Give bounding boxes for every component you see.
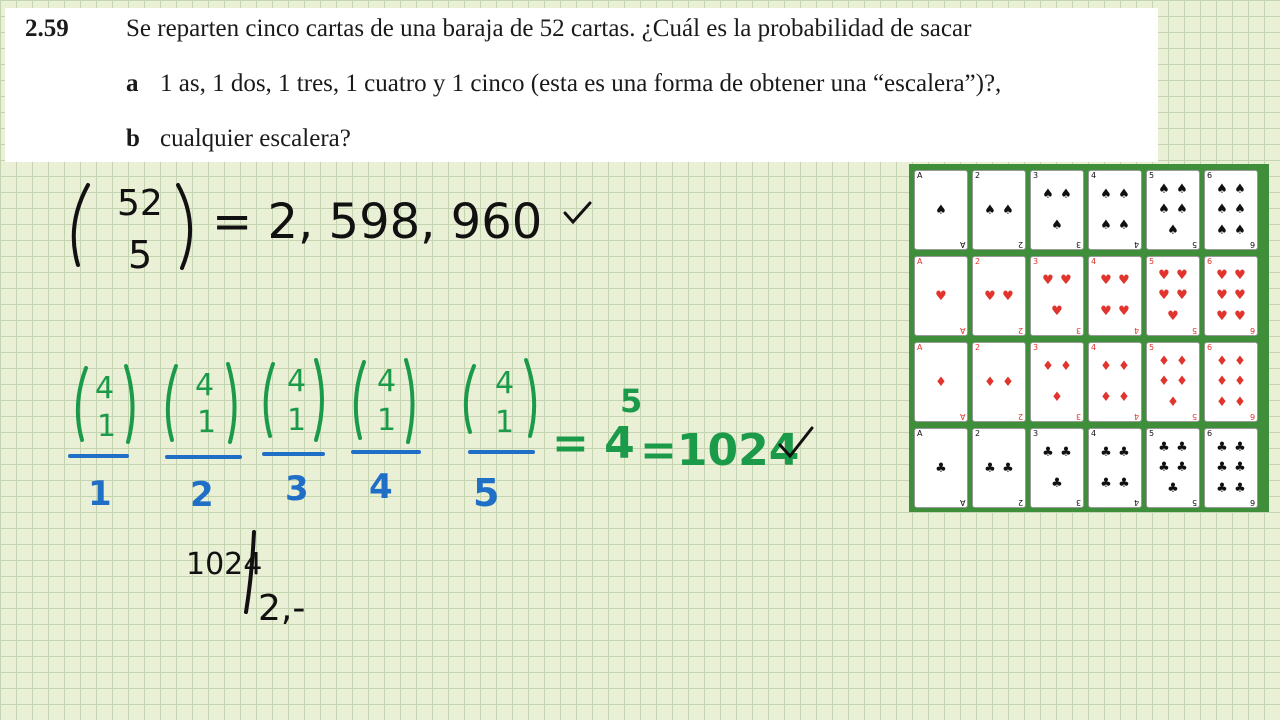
card-rank: 4 xyxy=(1091,343,1097,352)
choose-bottom: 1 xyxy=(287,403,307,438)
playing-card xyxy=(972,342,1026,422)
card-rank: 6 xyxy=(1249,240,1255,249)
suit-icon: ♠ xyxy=(984,202,996,218)
choose-group-1 xyxy=(70,366,133,456)
card-rank: 6 xyxy=(1249,326,1255,335)
suit-icon: ♦ xyxy=(1118,390,1130,405)
suit-icon: ♠ xyxy=(935,202,947,218)
power-exponent: 5 xyxy=(620,382,643,420)
suit-icon: ♣ xyxy=(1216,481,1228,497)
suit-icon: ♠ xyxy=(1176,202,1188,218)
playing-card xyxy=(1204,256,1258,336)
card-rank: 2 xyxy=(1017,412,1023,421)
power-result: =1024 xyxy=(640,425,800,476)
suit-icon: ♠ xyxy=(1100,187,1112,202)
card-rank: 3 xyxy=(1075,240,1081,249)
suit-icon: ♣ xyxy=(1216,460,1228,476)
suit-icon: ♦ xyxy=(1100,359,1112,374)
suit-icon: ♣ xyxy=(1051,476,1063,491)
suit-icon: ♦ xyxy=(1002,374,1014,390)
problem-statement: Se reparten cinco cartas de una baraja de 52 cartas. ¿Cuál es la probabilidad de sacar xyxy=(126,15,972,42)
suit-icon: ♦ xyxy=(1051,390,1063,405)
playing-card xyxy=(1204,342,1258,422)
slot-label-1: 1 xyxy=(88,474,112,514)
card-rank: 6 xyxy=(1207,429,1213,438)
card-rank: 2 xyxy=(1017,498,1023,507)
card-rank: 6 xyxy=(1207,171,1213,180)
card-rank: 4 xyxy=(1133,326,1139,335)
fraction-numerator: 1024 xyxy=(186,547,263,582)
card-row xyxy=(912,425,1266,511)
choose-top: 4 xyxy=(377,364,397,399)
check-mark-1 xyxy=(565,203,590,222)
suit-icon: ♣ xyxy=(1118,476,1130,491)
playing-card xyxy=(1146,256,1200,336)
playing-card xyxy=(914,256,968,336)
suit-icon: ♦ xyxy=(1158,353,1170,369)
playing-card xyxy=(1204,170,1258,250)
playing-card xyxy=(972,170,1026,250)
choose-top: 4 xyxy=(95,371,115,406)
playing-card xyxy=(1146,428,1200,508)
combo-bottom: 5 xyxy=(128,233,153,277)
suit-icon: ♦ xyxy=(1118,359,1130,374)
suit-icon: ♥ xyxy=(984,288,996,304)
suit-icon: ♦ xyxy=(1216,374,1228,390)
choose-bottom: 1 xyxy=(197,405,217,440)
suit-icon: ♠ xyxy=(1216,181,1228,197)
playing-card xyxy=(1030,428,1084,508)
playing-card xyxy=(1088,342,1142,422)
combo-top: 52 xyxy=(117,183,163,224)
card-rank: A xyxy=(959,498,965,507)
card-rank: 5 xyxy=(1191,498,1197,507)
suit-icon: ♦ xyxy=(1216,395,1228,411)
card-rank: 4 xyxy=(1133,240,1139,249)
card-rank: 3 xyxy=(1033,343,1039,352)
suit-icon: ♠ xyxy=(1234,181,1246,197)
suit-icon: ♣ xyxy=(1234,481,1246,497)
suit-icon: ♣ xyxy=(935,460,947,476)
choose-top: 4 xyxy=(195,368,215,403)
choose-group-5 xyxy=(466,360,534,452)
card-rank: 6 xyxy=(1249,498,1255,507)
choose-group-4 xyxy=(353,360,419,452)
card-rank: 4 xyxy=(1133,412,1139,421)
suit-icon: ♣ xyxy=(1100,476,1112,491)
suit-icon: ♥ xyxy=(1216,309,1228,325)
suit-icon: ♠ xyxy=(1167,223,1179,239)
card-rank: 4 xyxy=(1091,257,1097,266)
card-rank: A xyxy=(917,429,923,438)
card-rank: 5 xyxy=(1149,343,1155,352)
card-rank: 2 xyxy=(975,257,981,266)
card-rank: 6 xyxy=(1207,257,1213,266)
suit-icon: ♣ xyxy=(1167,481,1179,497)
suit-icon: ♣ xyxy=(1176,460,1188,476)
suit-icon: ♠ xyxy=(1216,223,1228,239)
suit-icon: ♥ xyxy=(1118,304,1130,319)
playing-card xyxy=(1146,170,1200,250)
card-rank: 5 xyxy=(1149,171,1155,180)
suit-icon: ♠ xyxy=(1234,223,1246,239)
suit-icon: ♥ xyxy=(1042,273,1054,288)
suit-icon: ♥ xyxy=(1118,273,1130,288)
card-rank: 2 xyxy=(1017,326,1023,335)
problem-number: 2.59 xyxy=(25,15,69,42)
left-paren xyxy=(74,185,88,265)
combo-result: = 2, 598, 960 xyxy=(212,194,543,250)
part-b-label: b xyxy=(126,125,140,152)
suit-icon: ♠ xyxy=(1176,181,1188,197)
suit-icon: ♣ xyxy=(1234,460,1246,476)
card-rank: 3 xyxy=(1075,498,1081,507)
suit-icon: ♣ xyxy=(984,460,996,476)
card-rank: 5 xyxy=(1149,429,1155,438)
choose-bottom: 1 xyxy=(495,405,515,440)
choose-top: 4 xyxy=(287,364,307,399)
suit-icon: ♥ xyxy=(1216,267,1228,283)
suit-icon: ♥ xyxy=(935,288,947,304)
slot-label-5: 5 xyxy=(473,471,500,515)
suit-icon: ♦ xyxy=(1158,374,1170,390)
card-rank: 3 xyxy=(1075,326,1081,335)
card-rank: 2 xyxy=(975,171,981,180)
suit-icon: ♣ xyxy=(1002,460,1014,476)
card-rank: A xyxy=(917,257,923,266)
suit-icon: ♠ xyxy=(1060,187,1072,202)
suit-icon: ♠ xyxy=(1100,218,1112,233)
card-row xyxy=(912,167,1266,253)
choose-top: 4 xyxy=(495,366,515,401)
card-rank: 6 xyxy=(1249,412,1255,421)
suit-icon: ♠ xyxy=(1158,181,1170,197)
suit-icon: ♥ xyxy=(1234,309,1246,325)
slot-label-2: 2 xyxy=(190,475,214,515)
suit-icon: ♣ xyxy=(1216,439,1228,455)
suit-icon: ♦ xyxy=(1176,374,1188,390)
card-rank: 5 xyxy=(1191,326,1197,335)
playing-card xyxy=(914,342,968,422)
suit-icon: ♣ xyxy=(1100,445,1112,460)
playing-card xyxy=(972,428,1026,508)
slot-label-3: 3 xyxy=(285,469,309,509)
power-expression: = 4 xyxy=(552,418,635,469)
card-rank: A xyxy=(959,326,965,335)
suit-icon: ♠ xyxy=(1216,202,1228,218)
card-rank: A xyxy=(959,240,965,249)
card-rank: 2 xyxy=(1017,240,1023,249)
playing-card xyxy=(914,170,968,250)
card-rank: 3 xyxy=(1033,429,1039,438)
suit-icon: ♥ xyxy=(1176,267,1188,283)
suit-icon: ♣ xyxy=(1176,439,1188,455)
playing-card xyxy=(1204,428,1258,508)
card-rank: 4 xyxy=(1091,429,1097,438)
card-rank: 6 xyxy=(1207,343,1213,352)
card-rank: 4 xyxy=(1133,498,1139,507)
suit-icon: ♥ xyxy=(1234,267,1246,283)
suit-icon: ♦ xyxy=(1100,390,1112,405)
suit-icon: ♥ xyxy=(1060,273,1072,288)
suit-icon: ♥ xyxy=(1002,288,1014,304)
suit-icon: ♦ xyxy=(984,374,996,390)
card-rank: A xyxy=(917,171,923,180)
suit-icon: ♦ xyxy=(1042,359,1054,374)
choose-bottom: 1 xyxy=(97,409,117,444)
right-paren xyxy=(178,185,190,268)
playing-card xyxy=(1088,170,1142,250)
suit-icon: ♦ xyxy=(1060,359,1072,374)
suit-icon: ♦ xyxy=(1176,353,1188,369)
playing-card xyxy=(914,428,968,508)
fraction-denominator: 2,- xyxy=(258,588,306,629)
card-rank: 3 xyxy=(1075,412,1081,421)
suit-icon: ♣ xyxy=(1158,439,1170,455)
suit-icon: ♦ xyxy=(1216,353,1228,369)
playing-card xyxy=(1088,428,1142,508)
choose-bottom: 1 xyxy=(377,403,397,438)
card-rank: 5 xyxy=(1149,257,1155,266)
part-b-text: cualquier escalera? xyxy=(160,125,351,152)
suit-icon: ♦ xyxy=(1234,374,1246,390)
suit-icon: ♥ xyxy=(1158,267,1170,283)
suit-icon: ♣ xyxy=(1118,445,1130,460)
suit-icon: ♠ xyxy=(1002,202,1014,218)
choose-group-2 xyxy=(167,364,240,457)
card-rank: 4 xyxy=(1091,171,1097,180)
suit-icon: ♦ xyxy=(1167,395,1179,411)
card-rank: 5 xyxy=(1191,412,1197,421)
suit-icon: ♦ xyxy=(1234,395,1246,411)
suit-icon: ♥ xyxy=(1158,288,1170,304)
card-rank: 3 xyxy=(1033,257,1039,266)
choose-group-3 xyxy=(264,360,323,454)
suit-icon: ♠ xyxy=(1051,218,1063,233)
card-rank: 3 xyxy=(1033,171,1039,180)
suit-icon: ♦ xyxy=(1234,353,1246,369)
suit-icon: ♥ xyxy=(1167,309,1179,325)
suit-icon: ♠ xyxy=(1118,218,1130,233)
suit-icon: ♠ xyxy=(1158,202,1170,218)
playing-card xyxy=(1030,256,1084,336)
suit-icon: ♥ xyxy=(1216,288,1228,304)
slot-label-4: 4 xyxy=(369,467,393,507)
part-a-label: a xyxy=(126,70,139,97)
playing-card xyxy=(1088,256,1142,336)
suit-icon: ♥ xyxy=(1234,288,1246,304)
playing-card xyxy=(1146,342,1200,422)
suit-icon: ♣ xyxy=(1042,445,1054,460)
suit-icon: ♠ xyxy=(1042,187,1054,202)
suit-icon: ♥ xyxy=(1100,273,1112,288)
suit-icon: ♥ xyxy=(1176,288,1188,304)
suit-icon: ♣ xyxy=(1060,445,1072,460)
playing-card xyxy=(972,256,1026,336)
card-row xyxy=(912,253,1266,339)
card-rank: A xyxy=(917,343,923,352)
card-rank: 2 xyxy=(975,343,981,352)
card-rank: 5 xyxy=(1191,240,1197,249)
suit-icon: ♦ xyxy=(935,374,947,390)
card-rank: 2 xyxy=(975,429,981,438)
card-rank: A xyxy=(959,412,965,421)
playing-card xyxy=(1030,170,1084,250)
suit-icon: ♣ xyxy=(1158,460,1170,476)
suit-icon: ♣ xyxy=(1234,439,1246,455)
card-row xyxy=(912,339,1266,425)
suit-icon: ♠ xyxy=(1118,187,1130,202)
suit-icon: ♥ xyxy=(1100,304,1112,319)
playing-card xyxy=(1030,342,1084,422)
part-a-text: 1 as, 1 dos, 1 tres, 1 cuatro y 1 cinco (esta es una forma de obtener una “escalera”)?, xyxy=(160,70,1002,97)
cards-panel xyxy=(909,164,1269,512)
suit-icon: ♥ xyxy=(1051,304,1063,319)
suit-icon: ♠ xyxy=(1234,202,1246,218)
